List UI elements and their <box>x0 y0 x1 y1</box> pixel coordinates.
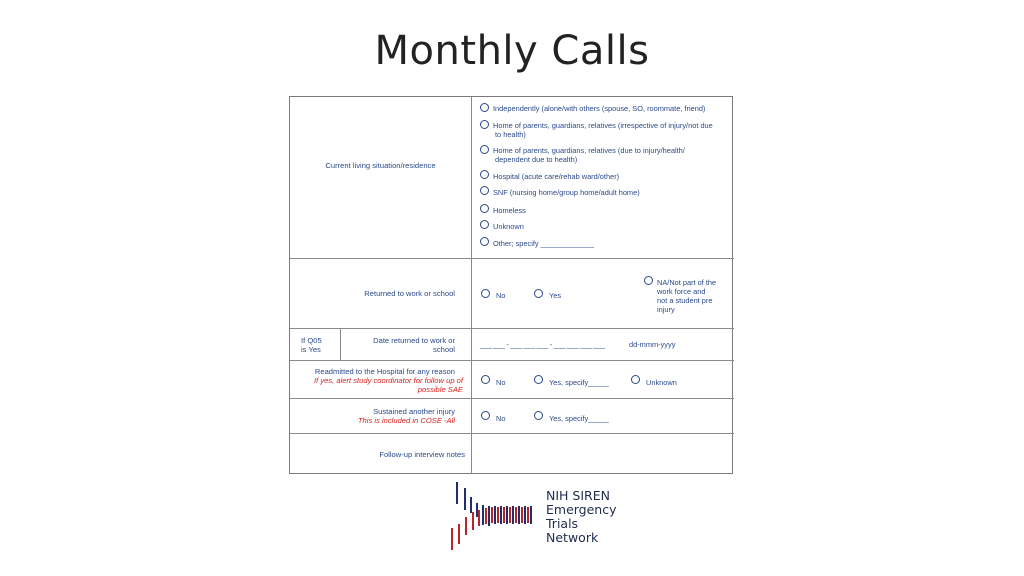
readmitted-option-unknown: Unknown <box>646 378 677 387</box>
logo-bar <box>482 505 484 525</box>
logo-bar <box>456 482 458 504</box>
followup-label: Follow-up interview notes <box>379 450 465 459</box>
logo-bar <box>485 508 487 524</box>
injury-radio-yes[interactable] <box>534 411 543 420</box>
injury-option-no: No <box>496 414 506 423</box>
returned-radio-no[interactable] <box>481 289 490 298</box>
returned-radio-yes[interactable] <box>534 289 543 298</box>
returned-option-na-4: injury <box>657 305 675 314</box>
logo-bar <box>465 517 467 535</box>
logo-bar <box>491 507 493 523</box>
logo-bar <box>458 524 460 544</box>
logo-bar <box>509 507 511 523</box>
column-divider <box>471 97 472 474</box>
logo-bar <box>497 507 499 523</box>
date-returned-input[interactable]: ___ ___ - ___ ___ ___ - ___ ___ ___ ___ <box>480 340 605 349</box>
living-radio-home-parents-injury[interactable] <box>480 145 489 154</box>
readmitted-option-no: No <box>496 378 506 387</box>
logo-bar <box>530 506 532 524</box>
followup-notes-field[interactable] <box>472 434 733 474</box>
injury-option-yes: Yes, specify_____ <box>549 414 609 423</box>
living-option-home-parents-cont: to health) <box>495 130 526 139</box>
row-divider <box>290 398 734 399</box>
logo-bar <box>506 506 508 524</box>
logo-bar <box>488 506 490 526</box>
returned-option-yes: Yes <box>549 291 562 300</box>
slide-title: Monthly Calls <box>374 28 650 74</box>
injury-note: This is included in COSE -All <box>357 416 455 425</box>
living-option-independently: Independently (alone/with others (spouse, SO, roommate, friend) <box>493 104 706 113</box>
living-option-other: Other; specify _____________ <box>493 239 595 248</box>
living-option-homeless: Homeless <box>493 206 526 215</box>
living-radio-snf[interactable] <box>480 186 489 195</box>
living-situation-label: Current living situation/residence <box>325 161 436 170</box>
date-returned-label-2: school <box>433 345 455 354</box>
logo-line-4: Network <box>546 530 599 545</box>
readmitted-option-yes: Yes, specify_____ <box>549 378 609 387</box>
logo-bar <box>512 506 514 524</box>
living-option-snf: SNF (nursing home/group home/adult home) <box>493 188 640 197</box>
row-divider <box>290 328 734 329</box>
living-radio-homeless[interactable] <box>480 204 489 213</box>
logo-bar <box>478 510 480 526</box>
living-radio-other[interactable] <box>480 237 489 246</box>
sub-column-divider <box>340 328 341 360</box>
living-option-home-parents-injury-cont: dependent due to health) <box>495 155 578 164</box>
logo-bar <box>527 507 529 523</box>
logo-line-3: Trials <box>546 516 579 531</box>
date-format-hint: dd-mmm-yyyy <box>629 340 676 349</box>
readmitted-note-1: If yes, alert study coordinator for follow up of <box>314 376 463 385</box>
readmitted-label: Readmitted to the Hospital for any reason <box>314 367 455 376</box>
living-radio-hospital[interactable] <box>480 170 489 179</box>
living-option-hospital: Hospital (acute care/rehab ward/other) <box>493 172 620 181</box>
row-divider <box>290 258 734 259</box>
living-radio-home-parents[interactable] <box>480 120 489 129</box>
if-q05-label-1: If Q05 <box>301 336 322 345</box>
returned-option-na-1: NA/Not part of the <box>657 278 717 287</box>
injury-radio-no[interactable] <box>481 411 490 420</box>
readmitted-radio-yes[interactable] <box>534 375 543 384</box>
returned-option-na-2: work force and <box>657 287 706 296</box>
logo-bar <box>470 497 472 513</box>
logo-bar <box>464 488 466 510</box>
readmitted-radio-no[interactable] <box>481 375 490 384</box>
returned-label: Returned to work or school <box>364 289 455 298</box>
returned-radio-na[interactable] <box>644 276 653 285</box>
logo-bar <box>521 507 523 523</box>
living-option-unknown: Unknown <box>493 222 524 231</box>
readmitted-note-2: possible SAE <box>417 385 463 394</box>
row-divider <box>290 360 734 361</box>
logo-bar <box>524 506 526 524</box>
logo-line-2: Emergency <box>546 502 617 517</box>
logo-bar <box>503 507 505 523</box>
readmitted-radio-unknown[interactable] <box>631 375 640 384</box>
logo-bar <box>500 506 502 524</box>
returned-option-no: No <box>496 291 506 300</box>
living-radio-unknown[interactable] <box>480 220 489 229</box>
if-q05-label-2: is Yes <box>301 345 321 354</box>
monthly-calls-form <box>289 96 733 474</box>
living-option-home-parents-injury: Home of parents, guardians, relatives (due to injury/health/ <box>493 146 685 155</box>
logo-bar <box>494 506 496 524</box>
date-returned-label-1: Date returned to work or <box>373 336 455 345</box>
logo-bar <box>472 512 474 530</box>
logo-bar <box>451 528 453 550</box>
logo-bar <box>515 507 517 523</box>
living-option-home-parents: Home of parents, guardians, relatives (irrespective of injury/not due <box>493 121 713 130</box>
returned-option-na-3: not a student pre <box>657 296 713 305</box>
logo-bar <box>518 506 520 524</box>
injury-label: Sustained another injury <box>373 407 455 416</box>
logo-line-1: NIH SIREN <box>546 488 610 503</box>
living-radio-independently[interactable] <box>480 103 489 112</box>
